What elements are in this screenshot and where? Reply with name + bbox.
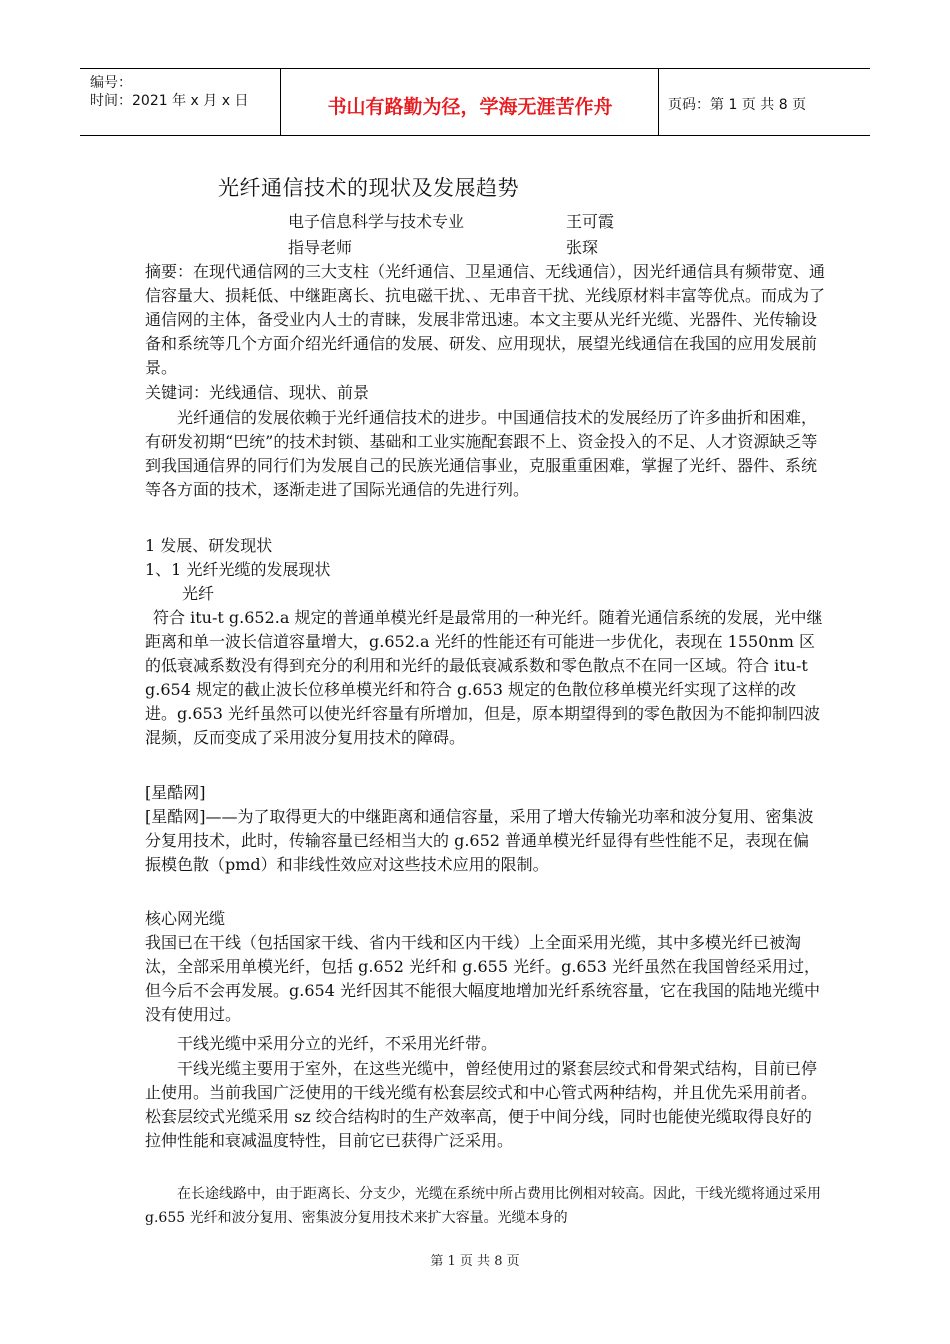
document-number-label: 编号：	[90, 75, 132, 91]
subsection-heading: 1、1 光纤光缆的发展现状	[145, 560, 331, 579]
sub-subsection-heading: 光纤	[182, 584, 215, 603]
header-divider	[658, 68, 659, 136]
body-paragraph: 我国已在干线（包括国家干线、省内干线和区内干线）上全面采用光缆，其中多模光纤已被淘汰，全部采用单模光纤，包括 g.652 光纤和 g.655 光纤。g.653 光纤虽然在我国曾经采用过，但今后不会再发展。g.654 光纤因其不能很大幅度地增加光纤系统容量，它在我国的陆地光缆中没有使用过。	[145, 933, 821, 1024]
abstract-paragraph: 摘要：在现代通信网的三大支柱（光纤通信、卫星通信、无线通信），因光纤通信具有频带宽、通信容量大、损耗低、中继距离长、抗电磁干扰、、无串音干扰、光线原材料丰富等优点。而成为了通信网的主体，备受业内人士的青睐，发展非常迅速。本文主要从光纤光缆、光器件、光传输设备和系统等几个方面介绍光纤通信的发展、研发、应用现状，展望光线通信在我国的应用发展前景。	[145, 262, 826, 377]
advisor-label: 指导老师	[288, 238, 353, 257]
keywords-line: 关键词：光线通信、现状、前景	[145, 383, 370, 402]
document-date: 时间：2021 年 x 月 x 日	[90, 93, 249, 109]
header-divider	[280, 68, 281, 136]
body-paragraph: 干线光缆中采用分立的光纤，不采用光纤带。	[177, 1034, 498, 1053]
advisor-name: 张琛	[566, 238, 599, 257]
author-major: 电子信息科学与技术专业	[288, 212, 465, 231]
page-header	[80, 68, 870, 136]
body-paragraph: [星酷网]——为了取得更大的中继距离和通信容量，采用了增大传输光功率和波分复用、密集波分复用技术，此时，传输容量已经相当大的 g.652 普通单模光纤显得有些性能不足，表现在偏振模色散（pmd）和非线性效应对这些技术应用的限制。	[145, 807, 814, 874]
section-heading: 1 发展、研发现状	[145, 536, 273, 555]
header-page-number: 页码：第 1 页 共 8 页	[668, 97, 807, 113]
page-footer: 第 1 页 共 8 页	[430, 1254, 520, 1269]
body-paragraph: 符合 itu-t g.652.a 规定的普通单模光纤是最常用的一种光纤。随着光通信系统的发展，光中继距离和单一波长信道容量增大，g.652.a 光纤的性能还有可能进一步优化，表现在 1550nm 区的低衰减系数没有得到充分的利用和光纤的最低衰减系数和零色散点不在同一区域。符合 itu-t g.654 规定的截止波长位移单模光纤和符合 g.653 规定的色散位移单模光纤实现了这样的改进。g.653 光纤虽然可以使光纤容量有所增加，但是，原本期望得到的零色散因为不能抑制四波混频，反而变成了采用波分复用技术的障碍。	[145, 608, 823, 747]
document-title: 光纤通信技术的现状及发展趋势	[218, 176, 519, 200]
body-paragraph: 在长途线路中，由于距离长、分支少，光缆在系统中所占费用比例相对较高。因此，干线光缆将通过采用 g.655 光纤和波分复用、密集波分复用技术来扩大容量。光缆本身的	[145, 1186, 821, 1226]
header-bottom-rule	[80, 135, 870, 136]
header-top-rule	[80, 68, 870, 69]
author-name: 王可霞	[566, 212, 615, 231]
body-paragraph: 光纤通信的发展依赖于光纤通信技术的进步。中国通信技术的发展经历了许多曲折和困难，有研发初期“巴统”的技术封锁、基础和工业实施配套跟不上、资金投入的不足、人才资源缺乏等到我国通信界的同行们为发展自己的民族光通信事业，克服重重困难，掌握了光纤、器件、系统等各方面的技术，逐渐走进了国际光通信的先进行列。	[145, 408, 818, 499]
source-tag: [星酷网]	[145, 783, 206, 802]
header-motto: 书山有路勤为径，学海无涯苦作舟	[327, 96, 613, 118]
body-paragraph: 干线光缆主要用于室外，在这些光缆中，曾经使用过的紧套层绞式和骨架式结构，目前已停止使用。当前我国广泛使用的干线光缆有松套层绞式和中心管式两种结构，并且优先采用前者。松套层绞式光缆采用 sz 绞合结构时的生产效率高，便于中间分线，同时也能使光缆取得良好的拉伸性能和衰减温度特性，目前它已获得广泛采用。	[145, 1059, 818, 1150]
sub-subsection-heading: 核心网光缆	[145, 909, 226, 928]
